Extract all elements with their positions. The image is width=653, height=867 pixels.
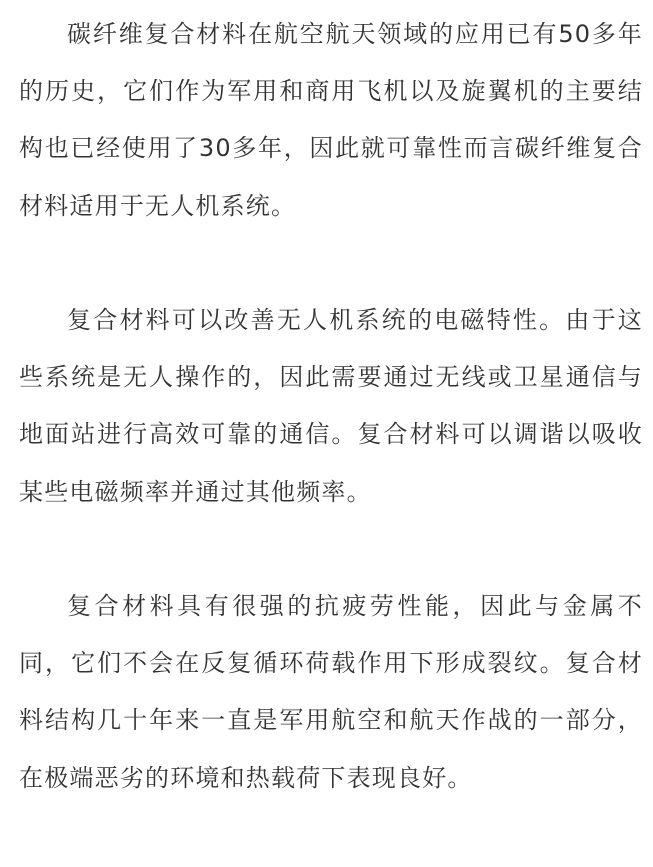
paragraph-carbon-fiber-history: 碳纤维复合材料在航空航天领域的应用已有50多年的历史，它们作为军用和商用飞机以及旋翼机的主要结构也已经使用了30多年，因此就可靠性而言碳纤维复合材料适用于无人机系统。 xyxy=(19,20,643,220)
article-body xyxy=(19,6,643,807)
paragraph-fatigue-resistance: 复合材料具有很强的抗疲劳性能，因此与金属不同，它们不会在反复循环荷载作用下形成裂纹。复合材料结构几十年来一直是军用航空和航天作战的一部分，在极端恶劣的环境和热载荷下表现良好。 xyxy=(19,592,643,792)
paragraph-electromagnetic-properties: 复合材料可以改善无人机系统的电磁特性。由于这些系统是无人操作的，因此需要通过无线或卫星通信与地面站进行高效可靠的通信。复合材料可以调谐以吸收某些电磁频率并通过其他频率。 xyxy=(19,306,643,506)
